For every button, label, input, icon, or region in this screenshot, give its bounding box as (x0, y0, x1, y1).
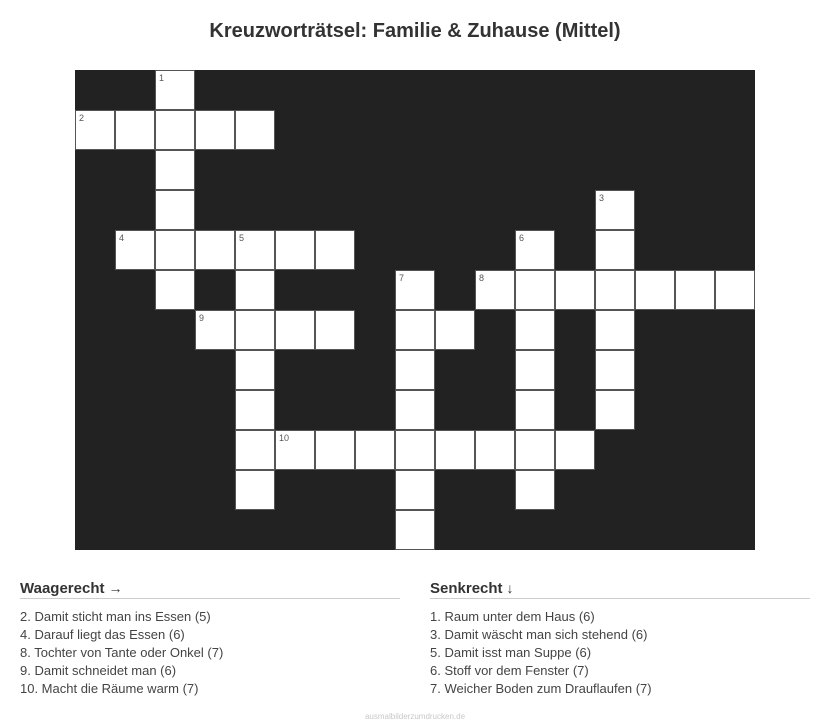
across-clue: 4. Darauf liegt das Essen (6) (20, 627, 185, 642)
across-clue: 2. Damit sticht man ins Essen (5) (20, 609, 211, 624)
crossword-cell[interactable] (155, 150, 195, 190)
crossword-cell[interactable] (315, 310, 355, 350)
crossword-cell[interactable] (395, 510, 435, 550)
crossword-cell[interactable] (515, 270, 555, 310)
footer-source: ausmalbilderzumdrucken.de (364, 712, 466, 721)
crossword-cell[interactable] (475, 430, 515, 470)
crossword-cell[interactable] (595, 350, 635, 390)
crossword-cell[interactable] (515, 310, 555, 350)
crossword-cell[interactable] (155, 190, 195, 230)
crossword-cell[interactable] (475, 270, 515, 310)
clue-number: 9 (199, 313, 205, 323)
crossword-cell[interactable] (315, 230, 355, 270)
crossword-cell[interactable] (435, 430, 475, 470)
crossword-cell[interactable] (115, 230, 155, 270)
clue-number: 2 (79, 113, 85, 123)
crossword-cell[interactable] (195, 310, 235, 350)
down-arrow-icon: ↓ (506, 580, 514, 596)
crossword-cell[interactable] (315, 430, 355, 470)
crossword-cell[interactable] (235, 270, 275, 310)
clue-number: 4 (119, 233, 125, 243)
clue-number: 10 (279, 433, 290, 443)
crossword-cell[interactable] (595, 190, 635, 230)
clue-number: 8 (479, 273, 485, 283)
crossword-cell[interactable] (675, 270, 715, 310)
down-clue: 1. Raum unter dem Haus (6) (430, 609, 595, 624)
crossword-cell[interactable] (595, 390, 635, 430)
clue-number: 6 (519, 233, 525, 243)
right-arrow-icon: → (108, 580, 123, 596)
crossword-grid (75, 70, 755, 550)
crossword-cell[interactable] (275, 430, 315, 470)
clue-number: 1 (159, 73, 165, 83)
crossword-cell[interactable] (515, 390, 555, 430)
crossword-cell[interactable] (75, 110, 115, 150)
crossword-cell[interactable] (395, 310, 435, 350)
crossword-cell[interactable] (555, 430, 595, 470)
crossword-cell[interactable] (595, 230, 635, 270)
crossword-cell[interactable] (235, 350, 275, 390)
crossword-cell[interactable] (235, 470, 275, 510)
down-clue: 5. Damit isst man Suppe (6) (430, 645, 592, 660)
crossword-cell[interactable] (235, 390, 275, 430)
crossword-cell[interactable] (395, 430, 435, 470)
crossword-cell[interactable] (515, 230, 555, 270)
crossword-cell[interactable] (275, 310, 315, 350)
across-clue: 8. Tochter von Tante oder Onkel (7) (20, 645, 224, 660)
clue-number: 7 (399, 273, 405, 283)
across-clue: 9. Damit schneidet man (6) (20, 663, 177, 678)
crossword-cell[interactable] (715, 270, 755, 310)
crossword-cell[interactable] (595, 270, 635, 310)
crossword-cell[interactable] (235, 230, 275, 270)
crossword-cell[interactable] (155, 70, 195, 110)
down-clue: 7. Weicher Boden zum Drauflaufen (7) (430, 681, 652, 696)
crossword-cell[interactable] (155, 230, 195, 270)
down-clues (430, 580, 810, 698)
crossword-cell[interactable] (195, 110, 235, 150)
crossword-cell[interactable] (395, 350, 435, 390)
crossword-cell[interactable] (235, 310, 275, 350)
down-clue: 3. Damit wäscht man sich stehend (6) (430, 627, 648, 642)
crossword-cell[interactable] (515, 350, 555, 390)
crossword-cell[interactable] (155, 110, 195, 150)
down-heading (430, 580, 810, 599)
crossword-cell[interactable] (395, 390, 435, 430)
clue-number: 3 (599, 193, 605, 203)
clue-number: 5 (239, 233, 245, 243)
crossword-cell[interactable] (195, 230, 235, 270)
crossword-cell[interactable] (115, 110, 155, 150)
crossword-cell[interactable] (155, 270, 195, 310)
down-heading-label: Senkrecht (430, 580, 503, 597)
across-clue: 10. Macht die Räume warm (7) (20, 681, 199, 696)
across-heading-label: Waagerecht (20, 580, 105, 597)
crossword-cell[interactable] (235, 430, 275, 470)
across-heading (20, 580, 400, 599)
crossword-cell[interactable] (395, 270, 435, 310)
crossword-cell[interactable] (555, 270, 595, 310)
crossword-cell[interactable] (275, 230, 315, 270)
down-clue: 6. Stoff vor dem Fenster (7) (430, 663, 589, 678)
crossword-cell[interactable] (395, 470, 435, 510)
page-title: Kreuzworträtsel: Familie & Zuhause (Mittel) (209, 20, 621, 42)
crossword-cell[interactable] (635, 270, 675, 310)
crossword-cell[interactable] (515, 470, 555, 510)
crossword-cell[interactable] (435, 310, 475, 350)
crossword-cell[interactable] (235, 110, 275, 150)
crossword-cell[interactable] (595, 310, 635, 350)
crossword-cell[interactable] (515, 430, 555, 470)
crossword-cell[interactable] (355, 430, 395, 470)
across-clues (20, 580, 400, 698)
